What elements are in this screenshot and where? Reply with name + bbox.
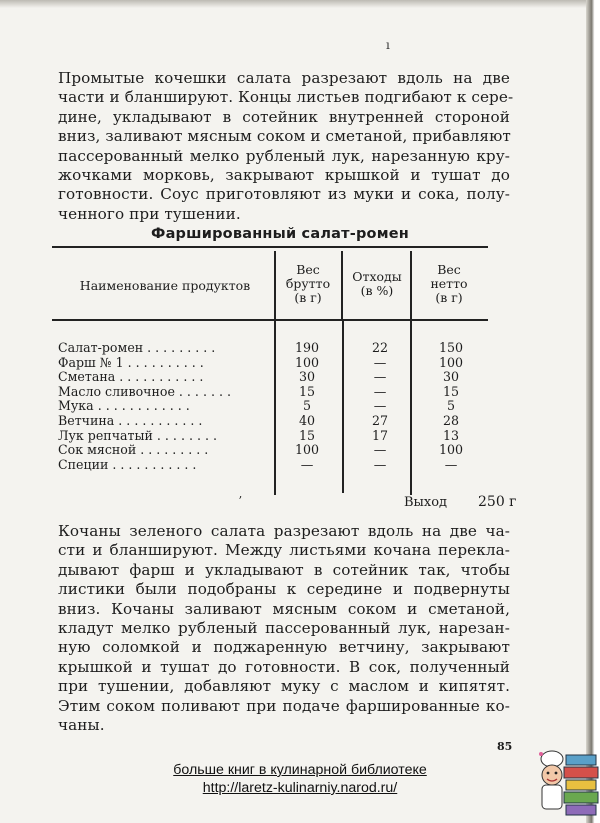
waste-percent: — (373, 456, 387, 472)
yield-value: 250 г (478, 494, 517, 510)
table-col-divider (410, 251, 412, 495)
text-line: части и бланшируют. Концы листьев подгибают к сере- (58, 88, 514, 107)
text-line: жочками морковь, закрывают крышкой и тушат до (58, 165, 510, 184)
chef-books-logo (536, 745, 600, 817)
text-line: крышкой и тушат до готовности. В сок, полученный (58, 657, 510, 676)
yield-label: Выход (404, 495, 448, 510)
stray-mark: ʼ (238, 494, 242, 508)
text-line: ную соломкой и поджаренную ветчину, закрывают (58, 638, 510, 657)
gross-weight: 190 (294, 340, 320, 355)
header-net (414, 263, 484, 305)
header-net-line: нетто (430, 276, 468, 291)
waste-percent: 27 (371, 413, 389, 428)
text-line: дине, укладывают в сотейник внутренней стороной (58, 107, 510, 126)
product-name: Специи . . . . . . . . . . . (58, 457, 197, 472)
product-name: Салат-ромен . . . . . . . . . (58, 341, 216, 355)
table-top-rule (52, 246, 488, 248)
paragraph-1 (58, 69, 514, 224)
header-gross-line: Вес (296, 262, 320, 277)
net-weight: 5 (446, 398, 455, 414)
gross-weight: 15 (298, 383, 316, 399)
paragraph-2 (58, 522, 510, 735)
recipe-title: Фаршированный салат-ромен (150, 226, 409, 242)
footer-library-link[interactable]: http://laretz-kulinarniy.narod.ru/ (202, 780, 398, 796)
product-name: Сок мясной . . . . . . . . . (58, 443, 209, 458)
header-gross-line: брутто (285, 276, 331, 291)
gross-weight: 30 (298, 369, 316, 385)
header-product-name: Наименование продуктов (79, 278, 251, 293)
net-weight: 150 (438, 340, 464, 355)
net-weight: 13 (442, 427, 460, 443)
text-line: ченного при тушении. (58, 204, 241, 223)
product-name: Ветчина . . . . . . . . . . . (58, 414, 203, 428)
text-line: вниз, заливают мясным соком и сметаной, прибавляют (58, 127, 511, 146)
page-number: 85 (497, 740, 513, 753)
gross-weight: 5 (302, 398, 311, 414)
waste-percent: — (373, 369, 387, 385)
gross-weight: 40 (298, 413, 316, 428)
header-waste-line: (в %) (360, 283, 394, 298)
waste-percent: — (373, 354, 387, 370)
header-waste (344, 270, 410, 298)
gross-weight: 15 (298, 427, 316, 443)
product-name: Мука . . . . . . . . . . . . (58, 399, 190, 414)
text-line: вниз. Кочаны заливают мясным соком и сметаной, (58, 599, 510, 618)
waste-percent: — (373, 383, 387, 399)
net-weight: 30 (442, 369, 460, 385)
text-line: пассерованный мелко рубленый лук, нарезанную кру- (58, 146, 510, 165)
text-line: дывают фарш и укладывают в сотейник так, чтобы (58, 560, 510, 579)
table-col-divider (341, 251, 343, 319)
gross-weight: — (300, 456, 314, 472)
header-net-line: (в г) (435, 290, 463, 305)
product-name: Фарш № 1 . . . . . . . . . . (58, 355, 204, 370)
table-col-divider (274, 251, 276, 495)
scan-shadow-top (0, 0, 600, 8)
stray-mark: ı (386, 38, 390, 52)
header-gross (277, 263, 339, 305)
text-line: при тушении, добавляют муку с маслом и кипятят. (58, 677, 510, 696)
product-name: Масло сливочное . . . . . . . (58, 384, 231, 399)
net-weight: 15 (442, 383, 460, 399)
net-weight: 28 (442, 413, 460, 428)
waste-percent: 22 (371, 340, 389, 355)
header-waste-line: Отходы (352, 269, 402, 284)
table-header-rule (52, 319, 488, 321)
net-weight: — (444, 456, 458, 472)
text-line: листики были подобраны к середине и подвернуты (58, 580, 510, 599)
header-gross-line: (в г) (294, 290, 322, 305)
product-name: Лук репчатый . . . . . . . . (58, 428, 217, 443)
footer-library-text[interactable]: больше книг в кулинарной библиотеке (173, 762, 427, 778)
text-line: готовности. Соус приготовляют из муки и сока, полу- (58, 185, 510, 204)
header-net-line: Вес (437, 262, 461, 277)
gross-weight: 100 (294, 354, 320, 370)
gross-weight: 100 (294, 442, 320, 458)
waste-percent: 17 (371, 427, 389, 443)
page-edge (586, 0, 600, 823)
text-line: чаны. (58, 715, 105, 734)
net-weight: 100 (438, 354, 464, 370)
net-weight: 100 (438, 442, 464, 458)
product-name: Сметана . . . . . . . . . . . (58, 370, 204, 385)
table-col-divider (342, 321, 344, 493)
text-line: сти и бланшируют. Между листьями кочана перекла- (58, 541, 510, 560)
text-line: кладут мелко рубленый пассерованный лук, нарезан- (58, 618, 510, 637)
text-line: Кочаны зеленого салата разрезают вдоль на две ча- (58, 522, 510, 540)
text-line: Промытые кочешки салата разрезают вдоль на две (58, 69, 510, 87)
waste-percent: — (373, 398, 387, 414)
waste-percent: — (373, 442, 387, 458)
text-line: Этим соком поливают при подаче фаршированные ко- (58, 696, 510, 715)
